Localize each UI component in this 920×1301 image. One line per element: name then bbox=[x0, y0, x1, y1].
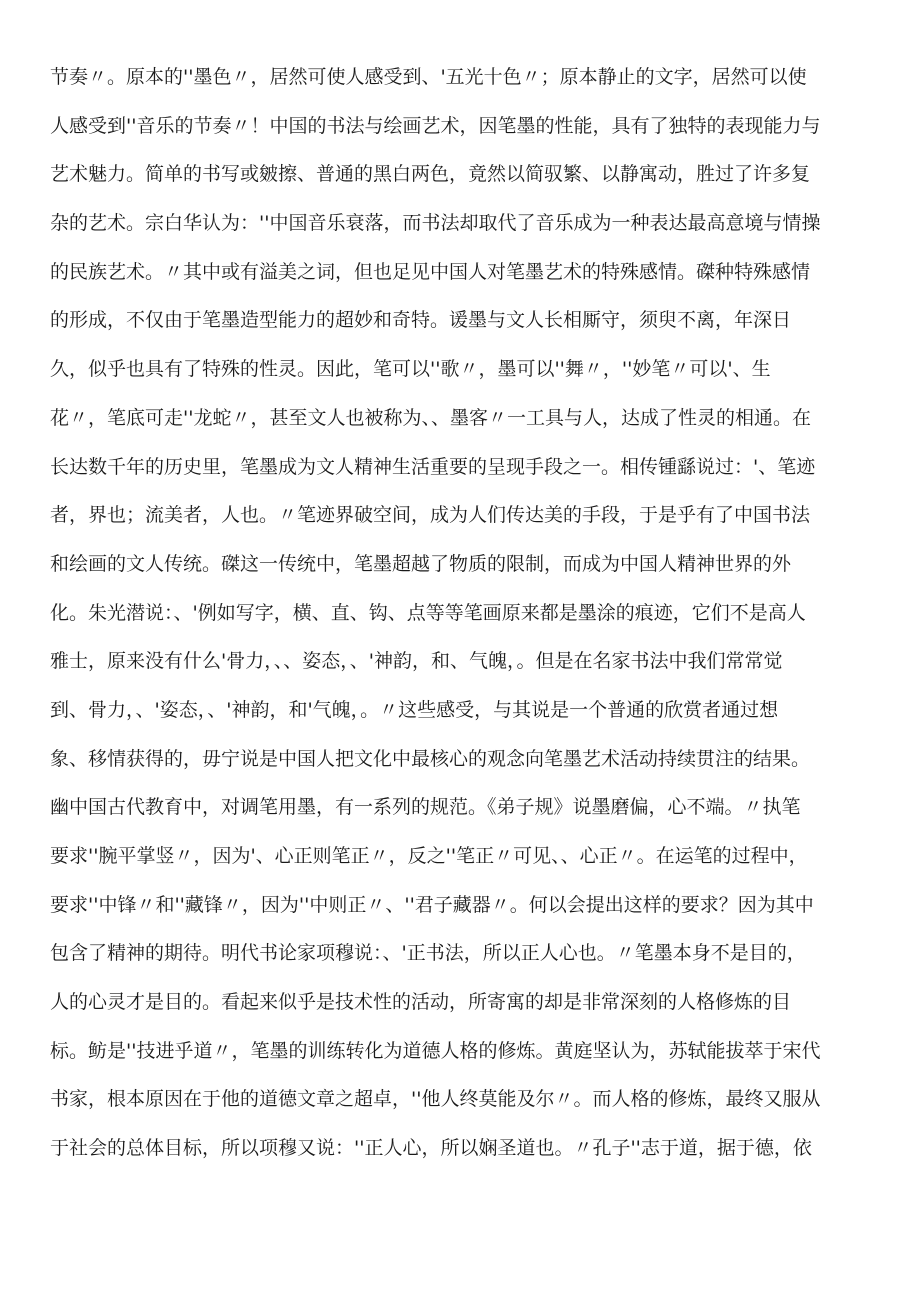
text-line: 到、骨力，、'姿态，、'神韵，和'气魄，。〃这些感受，与其说是一个普通的欣赏者通过想 bbox=[50, 698, 779, 721]
text-line: 久，似乎也具有了特殊的性灵。因此，笔可以''歌〃，墨可以''舞〃，''妙笔〃可以'、生 bbox=[50, 358, 771, 381]
text-line: 书家，根本原因在于他的道德文章之超卓，''他人终莫能及尔〃。而人格的修炼，最终又服从 bbox=[50, 1088, 821, 1111]
text-line: 要求''中锋〃和''藏锋〃，因为''中则正〃、''君子藏器〃。何以会提出这样的要求？因为其中 bbox=[50, 893, 814, 916]
body-text bbox=[50, 53, 870, 1173]
text-line: 艺术魅力。简单的书写或皴擦、普通的黑白两色，竟然以简驭繁、以静寓动，胜过了许多复 bbox=[50, 163, 811, 186]
text-line: 雅士，原来没有什么'骨力，、、姿态，、'神韵，和、气魄，。但是在名家书法中我们常常觉 bbox=[50, 650, 783, 673]
text-line: 包含了精神的期待。明代书论家项穆说：、'正书法，所以正人心也。〃笔墨本身不是目的， bbox=[50, 942, 806, 965]
text-line: 和绘画的文人传统。磔这一传统中，笔墨超越了物质的限制，而成为中国人精神世界的外 bbox=[50, 552, 792, 575]
text-line: 标。鲂是''技进乎道〃，笔墨的训练转化为道德人格的修炼。黄庭坚认为，苏轼能拔萃于宋代 bbox=[50, 1039, 821, 1062]
text-line: 的民族艺术。〃其中或有溢美之词，但也足见中国人对笔墨艺术的特殊感情。磔种特殊感情 bbox=[50, 260, 811, 283]
text-line: 人的心灵才是目的。看起来似乎是技术性的活动，所寄寓的却是非常深刻的人格修炼的目 bbox=[50, 991, 792, 1014]
text-line: 的形成，不仅由于笔墨造型能力的超妙和奇特。谖墨与文人长相厮守，须臾不离，年深日 bbox=[50, 309, 792, 332]
text-line: 长达数千年的历史里，笔墨成为文人精神生活重要的呈现手段之一。相传锺繇说过：'、笔迹 bbox=[50, 455, 816, 478]
text-line: 节奏〃。原本的''墨色〃，居然可使人感受到、'五光十色〃；原本静止的文字，居然可以使 bbox=[50, 66, 807, 88]
text-line: 杂的艺术。宗白华认为：''中国音乐衰落，而书法却取代了音乐成为一种表达最高意境与情操 bbox=[50, 212, 821, 235]
text-line: 幽中国古代教育中，对调笔用墨，有一系列的规范。《弟子规》说墨磨偏，心不端。〃执笔 bbox=[50, 796, 801, 819]
text-line: 要求''腕平掌竖〃，因为'、心正则笔正〃，反之''笔正〃可见、、心正〃。在运笔的过程中， bbox=[50, 845, 808, 867]
text-line: 于社会的总体目标，所以项穆又说：''正人心，所以娴圣道也。〃孔子''志于道，据于德，依 bbox=[50, 1137, 812, 1160]
text-line: 人感受到''音乐的节奏〃！中国的书法与绘画艺术，因笔墨的性能，具有了独特的表现能力与 bbox=[50, 114, 821, 137]
text-line: 花〃，笔底可走''龙蛇〃，甚至文人也被称为、、墨客〃一工具与人，达成了性灵的相通。在 bbox=[50, 406, 811, 429]
text-line: 者，界也；流美者，人也。〃笔迹界破空间，成为人们传达美的手段，于是乎有了中国书法 bbox=[50, 504, 811, 527]
text-line: 象、移情获得的，毋宁说是中国人把文化中最核心的观念向笔墨艺术活动持续贯注的结果。 bbox=[50, 747, 811, 770]
text-line: 化。朱光潜说：、'例如写字，横、直、钩、点等等笔画原来都是墨涂的痕迹，它们不是高人 bbox=[50, 601, 806, 624]
